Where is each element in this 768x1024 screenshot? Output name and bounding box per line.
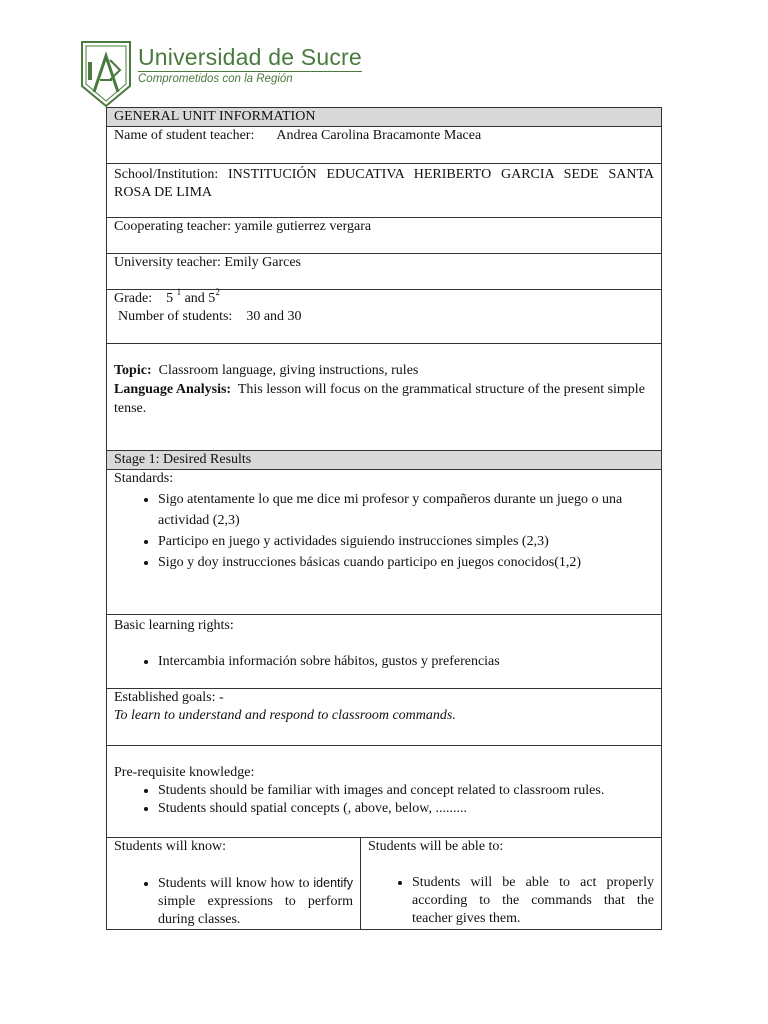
grade-b-sup: 2 (215, 287, 220, 298)
logo-divider (138, 71, 362, 72)
prereq-label: Pre-requisite knowledge: (114, 765, 255, 780)
university-motto: Comprometidos con la Región (138, 73, 293, 85)
grade-b: and 5 (184, 291, 216, 306)
students-line (114, 308, 654, 326)
goals-label: Established goals: - (114, 690, 224, 705)
topic-line (114, 362, 654, 380)
section-title: GENERAL UNIT INFORMATION (114, 109, 316, 124)
stage1-header (107, 451, 662, 470)
student-teacher-label: Name of student teacher: (114, 128, 255, 143)
stage1-title: Stage 1: Desired Results (114, 452, 252, 467)
know-list (114, 874, 353, 929)
university-name: Universidad de Sucre (138, 44, 362, 70)
goals-value: To learn to understand and respond to classroom commands. (114, 708, 456, 723)
students-able-cell (361, 838, 662, 930)
university-teacher-label: University teacher: (114, 255, 221, 270)
student-teacher-value: Andrea Carolina Bracamonte Macea (276, 128, 482, 143)
university-shield-icon (80, 40, 132, 108)
unit-plan-table (106, 107, 662, 930)
grade-a: 5 (166, 291, 174, 306)
school-label: School/Institution: (114, 167, 219, 182)
know-label: Students will know: (114, 839, 227, 854)
university-logo (80, 40, 380, 112)
prereq-list (114, 782, 654, 818)
students-label: Number of students: (118, 309, 233, 324)
know-word: identify (313, 876, 353, 890)
basic-rights-row (107, 615, 662, 689)
student-teacher-row (107, 127, 662, 164)
cooperating-label: Cooperating teacher: (114, 219, 232, 234)
grade-row (107, 287, 662, 344)
general-unit-header (107, 108, 662, 127)
rights-label: Basic learning rights: (114, 618, 234, 633)
school-value: INSTITUCIÓN EDUCATIVA HERIBERTO GARCIA SEDE SANTA ROSA DE LIMA (114, 167, 654, 200)
students-will-know-cell (107, 838, 361, 930)
standards-row (107, 470, 662, 615)
grade-line (114, 287, 654, 308)
know-pre: Students will know how to (158, 876, 310, 891)
grade-label: Grade: (114, 291, 153, 306)
topic-label: Topic: (114, 363, 152, 378)
cooperating-teacher-row (107, 218, 662, 254)
students-value: 30 and 30 (246, 309, 302, 324)
grade-a-sup: 1 (176, 287, 182, 298)
standards-list (114, 489, 654, 573)
analysis-line (114, 380, 654, 418)
prereq-row (107, 746, 662, 838)
rights-list (114, 653, 654, 671)
university-teacher-value: Emily Garces (224, 255, 301, 270)
school-row (107, 164, 662, 218)
analysis-label: Language Analysis: (114, 382, 232, 397)
able-label: Students will be able to: (368, 839, 504, 854)
goals-row (107, 689, 662, 746)
able-item: • Students will be able to act properly according to the commands that the teacher gives them. (412, 874, 654, 928)
able-list (368, 874, 654, 928)
standard-item: • Sigo atentamente lo que me dice mi profesor y compañeros durante un juego o una actividad (2,3) (158, 489, 654, 531)
prereq-item: • Students should spatial concepts (, above, below, ......... (158, 800, 654, 818)
topic-value: Classroom language, giving instructions, rules (158, 363, 419, 378)
rights-item: • Intercambia información sobre hábitos, gustos y preferencias (158, 653, 654, 671)
standard-item: • Participo en juego y actividades siguiendo instrucciones simples (2,3) (158, 531, 654, 552)
analysis-value: This lesson will focus on the grammatical structure of the present simple tense. (114, 382, 645, 416)
cooperating-value: yamile gutierrez vergara (234, 219, 372, 234)
university-teacher-row (107, 254, 662, 290)
topic-row (107, 344, 662, 451)
prereq-item: • Students should be familiar with images and concept related to classroom rules. (158, 782, 654, 800)
standards-label: Standards: (114, 471, 174, 486)
know-item (158, 874, 353, 929)
standard-item: • Sigo y doy instrucciones básicas cuando participo en juegos conocidos(1,2) (158, 552, 654, 573)
know-post: simple expressions to perform during classes. (158, 894, 353, 927)
